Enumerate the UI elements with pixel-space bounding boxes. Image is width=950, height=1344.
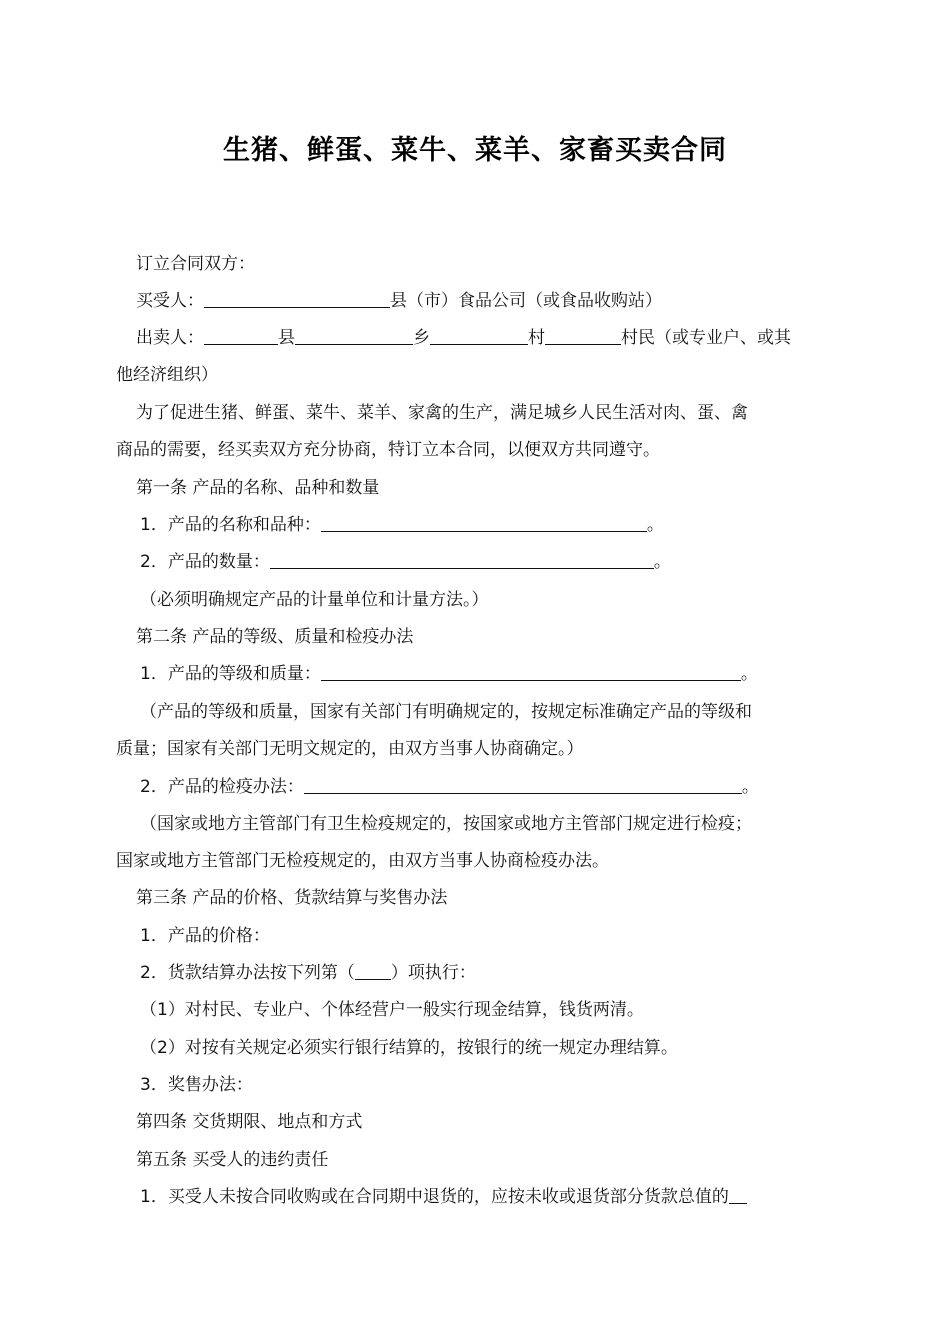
document-title: 生猪、鲜蛋、菜牛、菜羊、家畜买卖合同 — [223, 135, 727, 166]
article-3-item-2-prefix: 2．货款结算办法按下列第（ — [140, 963, 355, 983]
article-2-note-1-line-1: （产品的等级和质量，国家有关部门有明确规定的，按规定标准确定产品的等级和 — [140, 702, 752, 722]
penalty-rate-blank — [729, 1185, 747, 1204]
article-1-item-1-label: 1．产品的名称和品种： — [140, 515, 321, 535]
grade-quality-blank — [321, 662, 741, 681]
period: 。 — [653, 552, 671, 572]
article-3-title: 第三条 产品的价格、货款结算与奖售办法 — [136, 888, 448, 908]
seller-township-blank — [295, 326, 413, 345]
article-3-item-3: 3．奖售办法： — [140, 1075, 253, 1095]
period: 。 — [741, 777, 759, 797]
article-2-note-1-line-2: 质量；国家有关部门无明文规定的，由双方当事人协商确定。） — [116, 739, 584, 759]
seller-county: 县 — [278, 328, 295, 348]
product-quantity-blank — [270, 550, 654, 569]
article-4-title: 第四条 交货期限、地点和方式 — [136, 1112, 363, 1132]
article-2-note-2-line-1: （国家或地方主管部门有卫生检疫规定的，按国家或地方主管部门规定进行检疫； — [140, 814, 752, 834]
buyer-blank — [204, 289, 390, 308]
article-3-item-2-suffix: ）项执行： — [390, 963, 476, 983]
article-1-item-1 — [140, 513, 860, 537]
seller-villager-blank — [545, 326, 621, 345]
intro-line-2: 商品的需要，经买卖双方充分协商，特订立本合同，以便双方共同遵守。 — [116, 440, 660, 460]
article-5-item-1-label: 1．买受人未按合同收购或在合同期中退货的，应按未收或退货部分货款总值的 — [140, 1187, 729, 1207]
article-3-option-1: （1）对村民、专业户、个体经营户一般实行现金结算，钱货两清。 — [140, 1000, 644, 1020]
article-1-title: 第一条 产品的名称、品种和数量 — [136, 478, 380, 498]
settlement-option-blank — [355, 961, 391, 980]
period: 。 — [740, 664, 758, 684]
article-3-item-1: 1．产品的价格： — [140, 926, 270, 946]
article-2-item-2-label: 2．产品的检疫办法： — [140, 777, 304, 797]
buyer-label: 买受人： — [136, 291, 204, 311]
article-2-title: 第二条 产品的等级、质量和检疫办法 — [136, 627, 414, 647]
seller-suffix: 村民（或专业户、或其 — [621, 328, 791, 348]
article-2-item-1-label: 1．产品的等级和质量： — [140, 664, 321, 684]
seller-village: 村 — [528, 328, 545, 348]
seller-township: 乡 — [413, 328, 430, 348]
article-1-item-2-label: 2．产品的数量： — [140, 552, 270, 572]
product-name-blank — [321, 513, 647, 532]
article-2-item-1 — [140, 662, 860, 686]
buyer-line — [136, 289, 856, 313]
article-1-note: （必须明确规定产品的计量单位和计量方法。） — [140, 590, 489, 610]
article-5-item-1 — [140, 1185, 860, 1209]
seller-county-blank — [204, 326, 278, 345]
buyer-suffix: 县（市）食品公司（或食品收购站） — [390, 291, 662, 311]
seller-village-blank — [430, 326, 528, 345]
article-2-item-2 — [140, 775, 860, 799]
quarantine-blank — [304, 775, 742, 794]
seller-suffix-cont: 他经济组织） — [116, 365, 218, 385]
seller-label: 出卖人： — [136, 328, 204, 348]
period: 。 — [646, 515, 664, 535]
article-3-option-2: （2）对按有关规定必须实行银行结算的，按银行的统一规定办理结算。 — [140, 1038, 678, 1058]
parties-heading: 订立合同双方： — [136, 254, 255, 274]
article-1-item-2 — [140, 550, 860, 574]
article-5-title: 第五条 买受人的违约责任 — [136, 1150, 329, 1170]
seller-line — [136, 326, 856, 350]
article-2-note-2-line-2: 国家或地方主管部门无检疫规定的，由双方当事人协商检疫办法。 — [116, 851, 609, 871]
intro-line-1: 为了促进生猪、鲜蛋、菜牛、菜羊、家禽的生产，满足城乡人民生活对肉、蛋、禽 — [136, 403, 748, 423]
article-3-item-2 — [140, 961, 860, 985]
